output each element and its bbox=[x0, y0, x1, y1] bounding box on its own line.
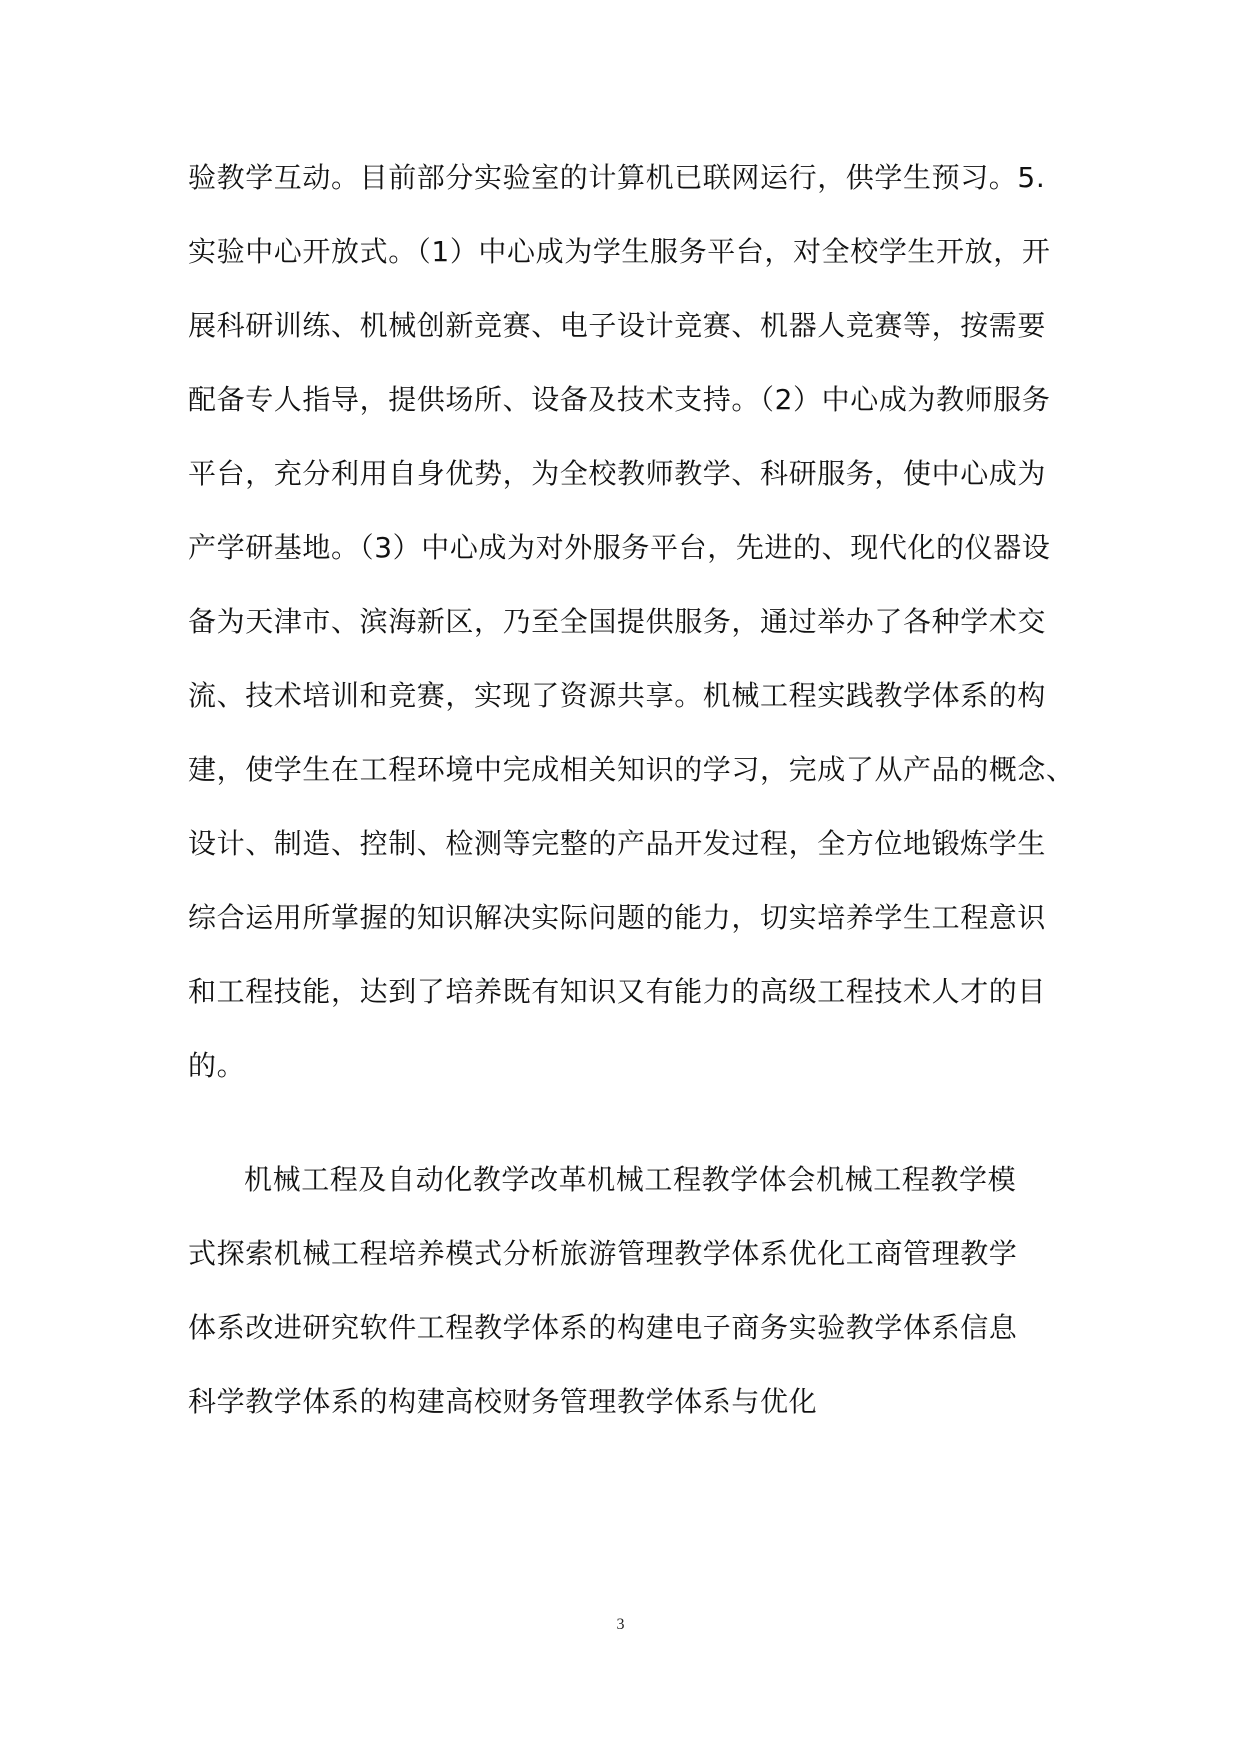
text-line: 配备专人指导，提供场所、设备及技术支持。（2）中心成为教师服务 bbox=[188, 383, 1051, 416]
text-line: 式探索机械工程培养模式分析旅游管理教学体系优化工商管理教学 bbox=[188, 1237, 1018, 1270]
text-line: 展科研训练、机械创新竞赛、电子设计竞赛、机器人竞赛等，按需要 bbox=[188, 309, 1047, 342]
text-line: 验教学互动。目前部分实验室的计算机已联网运行，供学生预习。5. bbox=[188, 161, 1046, 194]
text-line: 和工程技能，达到了培养既有知识又有能力的高级工程技术人才的目 bbox=[188, 975, 1047, 1008]
text-line: 实验中心开放式。（1）中心成为学生服务平台，对全校学生开放，开 bbox=[188, 235, 1051, 268]
text-line: 产学研基地。（3）中心成为对外服务平台，先进的、现代化的仪器设 bbox=[188, 531, 1051, 564]
paragraph-gap bbox=[188, 1103, 1058, 1143]
text-line: 综合运用所掌握的知识解决实际问题的能力，切实培养学生工程意识 bbox=[188, 901, 1047, 934]
text-line: 平台，充分利用自身优势，为全校教师教学、科研服务，使中心成为 bbox=[188, 457, 1047, 490]
text-line: 流、技术培训和竞赛，实现了资源共享。机械工程实践教学体系的构 bbox=[188, 679, 1047, 712]
body-text bbox=[188, 141, 1075, 1439]
page-number: 3 bbox=[616, 1616, 625, 1633]
text-line: 设计、制造、控制、检测等完整的产品开发过程，全方位地锻炼学生 bbox=[188, 827, 1047, 860]
text-line: 体系改进研究软件工程教学体系的构建电子商务实验教学体系信息 bbox=[188, 1311, 1018, 1344]
text-line: 科学教学体系的构建高校财务管理教学体系与优化 bbox=[188, 1385, 818, 1418]
text-line: 的。 bbox=[188, 1049, 246, 1082]
text-line: 备为天津市、滨海新区，乃至全国提供服务，通过举办了各种学术交 bbox=[188, 605, 1047, 638]
text-line: 机械工程及自动化教学改革机械工程教学体会机械工程教学模 bbox=[244, 1163, 1017, 1196]
paragraph-2 bbox=[188, 1143, 1058, 1439]
paragraph-1 bbox=[188, 141, 1075, 1103]
text-line: 建，使学生在工程环境中完成相关知识的学习，完成了从产品的概念、 bbox=[188, 753, 1075, 786]
